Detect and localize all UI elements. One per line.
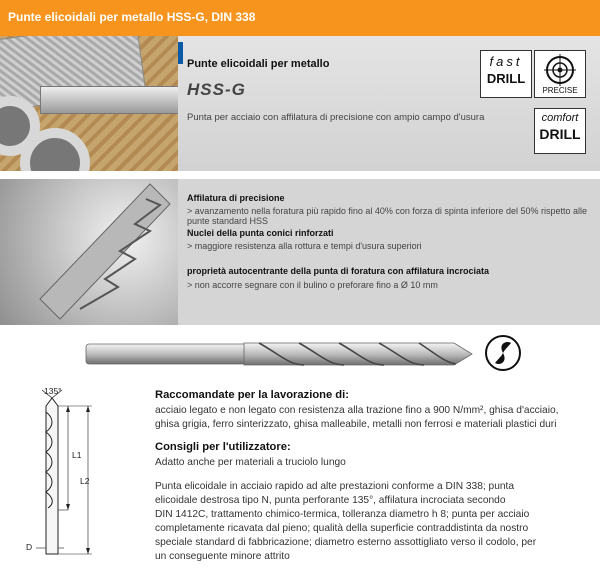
metal-materials-photo — [0, 36, 178, 171]
feature-heading: Nuclei della punta conici rinforzati — [187, 228, 334, 238]
drill-cross-section-icon — [484, 334, 522, 372]
description-line: un conseguente minore attrito — [155, 551, 290, 562]
feature-detail: > maggiore resistenza alla rottura e tempi d'usura superiori — [187, 241, 422, 251]
description-line: DIN 1412C, trattamento chimico-termica, tolleranza diametro h 8; punta per acciaio — [155, 509, 530, 520]
feature-heading: proprietà autocentrante della punta di foratura con affilatura incrociata — [187, 266, 490, 276]
drill-tip-photo — [0, 179, 178, 325]
product-name: HSS-G — [187, 80, 246, 99]
precise-logo-label: PRECISE — [542, 86, 578, 95]
fast-drill-logo — [480, 50, 532, 98]
comfort-logo-bottom: DRILL — [539, 126, 581, 142]
diameter-label: D — [26, 542, 33, 552]
precise-logo — [534, 50, 586, 98]
feature-heading: Affilatura di precisione — [187, 193, 285, 203]
comfort-drill-logo — [534, 108, 586, 154]
l1-label: L1 — [72, 450, 82, 460]
recommended-heading: Raccomandate per la lavorazione di: — [155, 389, 349, 401]
recommended-line: ghisa grigia, ferro sinterizzato, ghisa malleabile, metalli non ferrosi e materiali plastici duri — [155, 419, 557, 430]
intro-title: Punte elicoidali per metallo — [187, 58, 330, 70]
description-line: elicoidale destrosa tipo N, punta perforante 135°, affilatura incrociata secondo — [155, 495, 506, 506]
advice-text: Adatto anche per materiali a truciolo lungo — [155, 457, 346, 468]
features-section — [0, 179, 600, 325]
recommended-line: acciaio legato e non legato con resistenza alla trazione fino a 900 N/mm², ghisa d'acciaio, — [155, 405, 559, 416]
intro-description: Punta per acciaio con affilatura di precisione con ampio campo d'usura — [187, 112, 485, 123]
header-bar — [0, 0, 600, 36]
feature-detail: > avanzamento nella foratura più rapido fino al 40% con forza di spinta inferiore del 50% rispetto alle punte standard HSS — [187, 206, 587, 226]
crosshair-icon — [535, 53, 585, 89]
l2-label: L2 — [80, 476, 90, 486]
fast-logo-top: fast — [489, 54, 523, 69]
feature-detail: > non accorre segnare con il bulino o preforare fino a Ø 10 mm — [187, 280, 438, 290]
comfort-logo-top: comfort — [541, 112, 579, 124]
description-line: speciale standard di fabbricazione; diametro esterno assottigliato verso il codolo, per — [155, 537, 537, 548]
drill-bit-illustration — [84, 336, 474, 372]
description-line: completamente ricavata dal pieno; qualità della superficie contraddistinta da nostro — [155, 523, 529, 534]
advice-heading: Consigli per l'utilizzatore: — [155, 441, 291, 453]
fast-logo-bottom: DRILL — [486, 71, 526, 86]
page-title: Punte elicoidali per metallo HSS-G, DIN 338 — [8, 10, 256, 24]
description-line: Punta elicoidale in acciaio rapido ad alte prestazioni conforme a DIN 338; punta — [155, 481, 515, 492]
angle-label: 135° — [44, 386, 62, 396]
intro-section — [0, 36, 600, 171]
accent-bar — [178, 42, 183, 64]
